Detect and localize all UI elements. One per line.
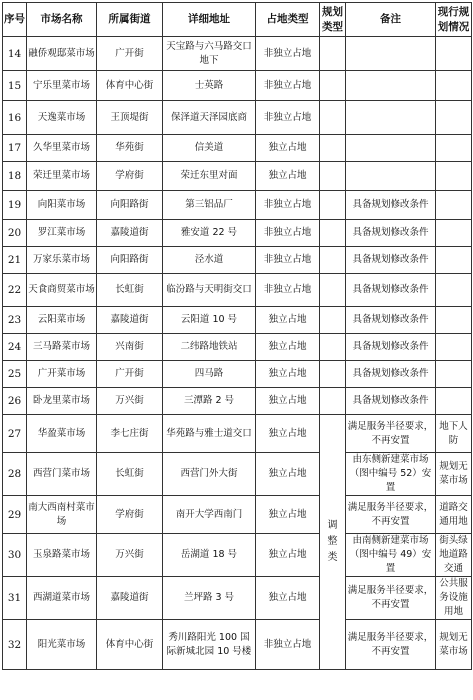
cell-street: 体育中心街 [97, 71, 163, 101]
cell-plan-type [320, 191, 346, 220]
cell-plan-type [320, 101, 346, 135]
cell-plan-type [320, 334, 346, 361]
cell-street: 王顶堤街 [97, 101, 163, 135]
cell-address: 四马路 [163, 361, 256, 388]
cell-street: 学府街 [97, 496, 163, 534]
cell-street: 长虹街 [97, 453, 163, 496]
cell-name: 卧龙里菜市场 [27, 388, 97, 415]
header-seq: 序号 [3, 3, 27, 37]
table-row [3, 247, 472, 274]
cell-note: 满足服务半径要求，不再安置 [346, 620, 436, 670]
table-row [3, 162, 472, 191]
header-name: 市场名称 [27, 3, 97, 37]
cell-note [346, 37, 436, 71]
cell-address: 二纬路地铁站 [163, 334, 256, 361]
table-row [3, 415, 472, 453]
cell-land-type: 非独立占地 [256, 37, 320, 71]
cell-street: 长虹街 [97, 274, 163, 307]
cell-name: 玉泉路菜市场 [27, 534, 97, 577]
cell-note: 具备规划修改条件 [346, 334, 436, 361]
table-row [3, 37, 472, 71]
cell-status: 规划无菜市场 [436, 620, 472, 670]
cell-land-type: 独立占地 [256, 388, 320, 415]
cell-street: 嘉陵道街 [97, 220, 163, 247]
cell-name: 华盈菜市场 [27, 415, 97, 453]
cell-name: 阳光菜市场 [27, 620, 97, 670]
cell-seq: 31 [3, 577, 27, 620]
cell-plan-type [320, 388, 346, 415]
cell-note: 满足服务半径要求，不再安置 [346, 496, 436, 534]
cell-seq: 21 [3, 247, 27, 274]
cell-land-type: 独立占地 [256, 415, 320, 453]
cell-seq: 25 [3, 361, 27, 388]
cell-name: 广开菜市场 [27, 361, 97, 388]
cell-land-type: 独立占地 [256, 534, 320, 577]
cell-plan-type [320, 71, 346, 101]
cell-address: 临汾路与天明街交口 [163, 274, 256, 307]
cell-address: 信美道 [163, 135, 256, 162]
cell-address: 泾水道 [163, 247, 256, 274]
cell-address: 西营门外大街 [163, 453, 256, 496]
cell-name: 罗江菜市场 [27, 220, 97, 247]
table-row [3, 334, 472, 361]
cell-street: 兴南街 [97, 334, 163, 361]
cell-street: 向阳路街 [97, 247, 163, 274]
cell-status [436, 274, 472, 307]
cell-street: 广开街 [97, 361, 163, 388]
header-note: 备注 [346, 3, 436, 37]
cell-note: 由东侧新建菜市场（图中编号 52）安置 [346, 453, 436, 496]
table-row [3, 453, 472, 496]
cell-street: 万兴街 [97, 388, 163, 415]
market-table [2, 2, 472, 670]
cell-seq: 16 [3, 101, 27, 135]
table-row [3, 534, 472, 577]
cell-status: 地下人防 [436, 415, 472, 453]
cell-land-type: 独立占地 [256, 334, 320, 361]
cell-name: 西湖道菜市场 [27, 577, 97, 620]
header-land-type: 占地类型 [256, 3, 320, 37]
cell-address: 岳湖道 18 号 [163, 534, 256, 577]
cell-seq: 14 [3, 37, 27, 71]
cell-name: 西营门菜市场 [27, 453, 97, 496]
cell-street: 体育中心街 [97, 620, 163, 670]
cell-address: 华苑路与雅士道交口 [163, 415, 256, 453]
cell-land-type: 独立占地 [256, 361, 320, 388]
table-row [3, 388, 472, 415]
cell-name: 云阳菜市场 [27, 307, 97, 334]
cell-seq: 29 [3, 496, 27, 534]
cell-status [436, 162, 472, 191]
cell-name: 天逸菜市场 [27, 101, 97, 135]
cell-name: 向阳菜市场 [27, 191, 97, 220]
cell-land-type: 非独立占地 [256, 191, 320, 220]
cell-name: 久华里菜市场 [27, 135, 97, 162]
cell-note: 满足服务半径要求，不再安置 [346, 415, 436, 453]
cell-land-type: 非独立占地 [256, 71, 320, 101]
cell-note: 满足服务半径要求，不再安置 [346, 577, 436, 620]
table-row [3, 135, 472, 162]
cell-name: 南大西南村菜市场 [27, 496, 97, 534]
cell-plan-type [320, 307, 346, 334]
table-row [3, 307, 472, 334]
cell-plan-type [320, 162, 346, 191]
cell-seq: 15 [3, 71, 27, 101]
cell-street: 嘉陵道街 [97, 577, 163, 620]
cell-status [436, 37, 472, 71]
cell-street: 万兴街 [97, 534, 163, 577]
cell-seq: 23 [3, 307, 27, 334]
cell-land-type: 非独立占地 [256, 247, 320, 274]
header-row [3, 3, 472, 37]
table-row [3, 361, 472, 388]
cell-seq: 17 [3, 135, 27, 162]
cell-address: 云阳道 10 号 [163, 307, 256, 334]
cell-seq: 26 [3, 388, 27, 415]
cell-plan-type [320, 37, 346, 71]
cell-land-type: 独立占地 [256, 135, 320, 162]
cell-seq: 19 [3, 191, 27, 220]
cell-note: 具备规划修改条件 [346, 361, 436, 388]
cell-name: 三马路菜市场 [27, 334, 97, 361]
cell-street: 嘉陵道街 [97, 307, 163, 334]
cell-status: 公共服务设施用地 [436, 577, 472, 620]
cell-address: 秀川路阳光 100 国际新城北园 10 号楼 [163, 620, 256, 670]
cell-seq: 24 [3, 334, 27, 361]
table-row [3, 71, 472, 101]
cell-plan-type [320, 274, 346, 307]
cell-address: 南开大学西南门 [163, 496, 256, 534]
cell-address: 雅安道 22 号 [163, 220, 256, 247]
cell-plan-type [320, 135, 346, 162]
cell-land-type: 独立占地 [256, 453, 320, 496]
cell-status [436, 307, 472, 334]
cell-street: 广开街 [97, 37, 163, 71]
table-row [3, 274, 472, 307]
cell-name: 万家乐菜市场 [27, 247, 97, 274]
cell-address: 士英路 [163, 71, 256, 101]
cell-address: 保泽道天泽园底商 [163, 101, 256, 135]
cell-address: 三潭路 2 号 [163, 388, 256, 415]
table-row [3, 620, 472, 670]
cell-status [436, 388, 472, 415]
cell-seq: 20 [3, 220, 27, 247]
cell-status: 道路交通用地 [436, 496, 472, 534]
header-street: 所属街道 [97, 3, 163, 37]
cell-street: 学府街 [97, 162, 163, 191]
cell-plan-type [320, 220, 346, 247]
cell-status [436, 334, 472, 361]
cell-land-type: 独立占地 [256, 577, 320, 620]
cell-note: 具备规划修改条件 [346, 388, 436, 415]
cell-note [346, 162, 436, 191]
cell-name: 融侨观邸菜市场 [27, 37, 97, 71]
header-address: 详细地址 [163, 3, 256, 37]
cell-seq: 27 [3, 415, 27, 453]
cell-name: 天食商贸菜市场 [27, 274, 97, 307]
cell-seq: 18 [3, 162, 27, 191]
table-row [3, 191, 472, 220]
cell-plan-type [320, 247, 346, 274]
cell-status: 街头绿地道路交通 [436, 534, 472, 577]
cell-status [436, 247, 472, 274]
cell-seq: 22 [3, 274, 27, 307]
cell-address: 天宝路与六马路交口地下 [163, 37, 256, 71]
cell-land-type: 非独立占地 [256, 220, 320, 247]
cell-seq: 32 [3, 620, 27, 670]
table-body [3, 37, 472, 670]
cell-land-type: 独立占地 [256, 162, 320, 191]
cell-note [346, 101, 436, 135]
cell-address: 第三铝品厂 [163, 191, 256, 220]
header-plan-type: 规划类型 [320, 3, 346, 37]
cell-status [436, 220, 472, 247]
cell-note [346, 71, 436, 101]
cell-status [436, 71, 472, 101]
cell-note: 具备规划修改条件 [346, 274, 436, 307]
cell-land-type: 独立占地 [256, 307, 320, 334]
cell-note: 具备规划修改条件 [346, 220, 436, 247]
cell-address: 兰坪路 3 号 [163, 577, 256, 620]
cell-note: 由南侧新建菜市场（图中编号 49）安置 [346, 534, 436, 577]
table-row [3, 101, 472, 135]
cell-land-type: 非独立占地 [256, 101, 320, 135]
table-row [3, 577, 472, 620]
cell-name: 荣迁里菜市场 [27, 162, 97, 191]
cell-note: 具备规划修改条件 [346, 191, 436, 220]
table-row [3, 220, 472, 247]
cell-seq: 28 [3, 453, 27, 496]
cell-seq: 30 [3, 534, 27, 577]
cell-street: 李七庄街 [97, 415, 163, 453]
cell-status [436, 361, 472, 388]
header-status: 现行规划情况 [436, 3, 472, 37]
cell-note: 具备规划修改条件 [346, 307, 436, 334]
cell-status [436, 191, 472, 220]
plan-type-label: 调整类 [327, 520, 338, 563]
cell-street: 向阳路街 [97, 191, 163, 220]
cell-land-type: 独立占地 [256, 496, 320, 534]
cell-status: 规划无菜市场 [436, 453, 472, 496]
cell-address: 荣迁东里对面 [163, 162, 256, 191]
cell-plan-type [320, 361, 346, 388]
cell-status [436, 135, 472, 162]
cell-plan-type-merged [320, 415, 346, 670]
cell-note [346, 135, 436, 162]
cell-land-type: 非独立占地 [256, 274, 320, 307]
table-row [3, 496, 472, 534]
cell-street: 华苑街 [97, 135, 163, 162]
cell-name: 宁乐里菜市场 [27, 71, 97, 101]
cell-land-type: 非独立占地 [256, 620, 320, 670]
cell-note: 具备规划修改条件 [346, 247, 436, 274]
cell-status [436, 101, 472, 135]
